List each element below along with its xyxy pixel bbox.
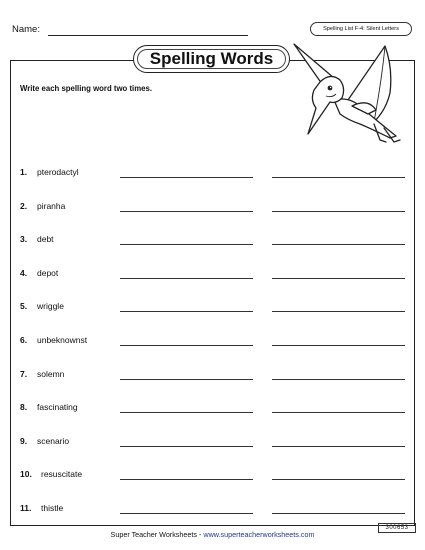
writing-line-2[interactable] [272, 177, 405, 178]
word-row [0, 268, 425, 282]
word-number: 3. [20, 234, 28, 245]
spelling-word: fascinating [37, 402, 78, 413]
name-label: Name: [12, 24, 40, 35]
word-number: 11. [20, 503, 32, 513]
writing-line-1[interactable] [120, 311, 253, 312]
writing-line-1[interactable] [120, 211, 253, 212]
writing-line-2[interactable] [272, 412, 405, 413]
word-number: 6. [20, 335, 28, 345]
spelling-word: resuscitate [41, 469, 83, 480]
word-number: 2. [20, 200, 28, 211]
writing-line-1[interactable] [120, 379, 253, 380]
pterodactyl-illustration [290, 38, 410, 148]
spelling-word: pterodactyl [37, 167, 79, 177]
writing-line-2[interactable] [272, 345, 405, 346]
word-row [0, 369, 425, 383]
word-row [0, 469, 425, 483]
writing-line-1[interactable] [120, 513, 253, 514]
writing-line-1[interactable] [120, 345, 253, 346]
writing-line-1[interactable] [120, 278, 253, 279]
word-number: 8. [20, 402, 28, 413]
name-field[interactable] [48, 35, 248, 36]
word-number: 4. [20, 267, 28, 278]
writing-line-1[interactable] [120, 244, 253, 245]
writing-line-2[interactable] [272, 446, 405, 447]
footer [0, 530, 425, 539]
spelling-word: piranha [37, 200, 66, 211]
instructions: Write each spelling word two times. [20, 84, 152, 93]
word-number: 1. [20, 167, 28, 177]
word-row [0, 503, 425, 517]
spelling-word: thistle [41, 503, 64, 513]
worksheet-code: 300653 [378, 523, 416, 533]
word-row [0, 335, 425, 349]
writing-line-1[interactable] [120, 446, 253, 447]
writing-line-1[interactable] [120, 479, 253, 480]
spelling-word: scenario [37, 435, 70, 446]
word-row [0, 167, 425, 181]
writing-line-2[interactable] [272, 479, 405, 480]
spelling-word: depot [37, 267, 59, 278]
spelling-word: debt [37, 234, 54, 245]
writing-line-2[interactable] [272, 278, 405, 279]
footer-brand: Super Teacher Worksheets - [110, 530, 204, 539]
footer-link[interactable]: www.superteacherworksheets.com [203, 530, 315, 539]
word-number: 10. [20, 469, 32, 480]
writing-line-2[interactable] [272, 379, 405, 380]
word-number: 5. [20, 301, 28, 312]
word-number: 7. [20, 368, 28, 379]
spelling-word: unbeknownst [37, 335, 88, 345]
writing-line-1[interactable] [120, 177, 253, 178]
writing-line-2[interactable] [272, 311, 405, 312]
word-row [0, 234, 425, 248]
word-row [0, 301, 425, 315]
word-row [0, 436, 425, 450]
word-row [0, 402, 425, 416]
writing-line-2[interactable] [272, 211, 405, 212]
spelling-word: solemn [37, 368, 65, 379]
writing-line-2[interactable] [272, 244, 405, 245]
page-title: Spelling Words [133, 45, 290, 73]
word-row [0, 201, 425, 215]
word-number: 9. [20, 435, 28, 446]
spelling-word: wriggle [37, 301, 64, 312]
writing-line-2[interactable] [272, 513, 405, 514]
spelling-list-tag: Spelling List F-4: Silent Letters [310, 22, 412, 36]
writing-line-1[interactable] [120, 412, 253, 413]
